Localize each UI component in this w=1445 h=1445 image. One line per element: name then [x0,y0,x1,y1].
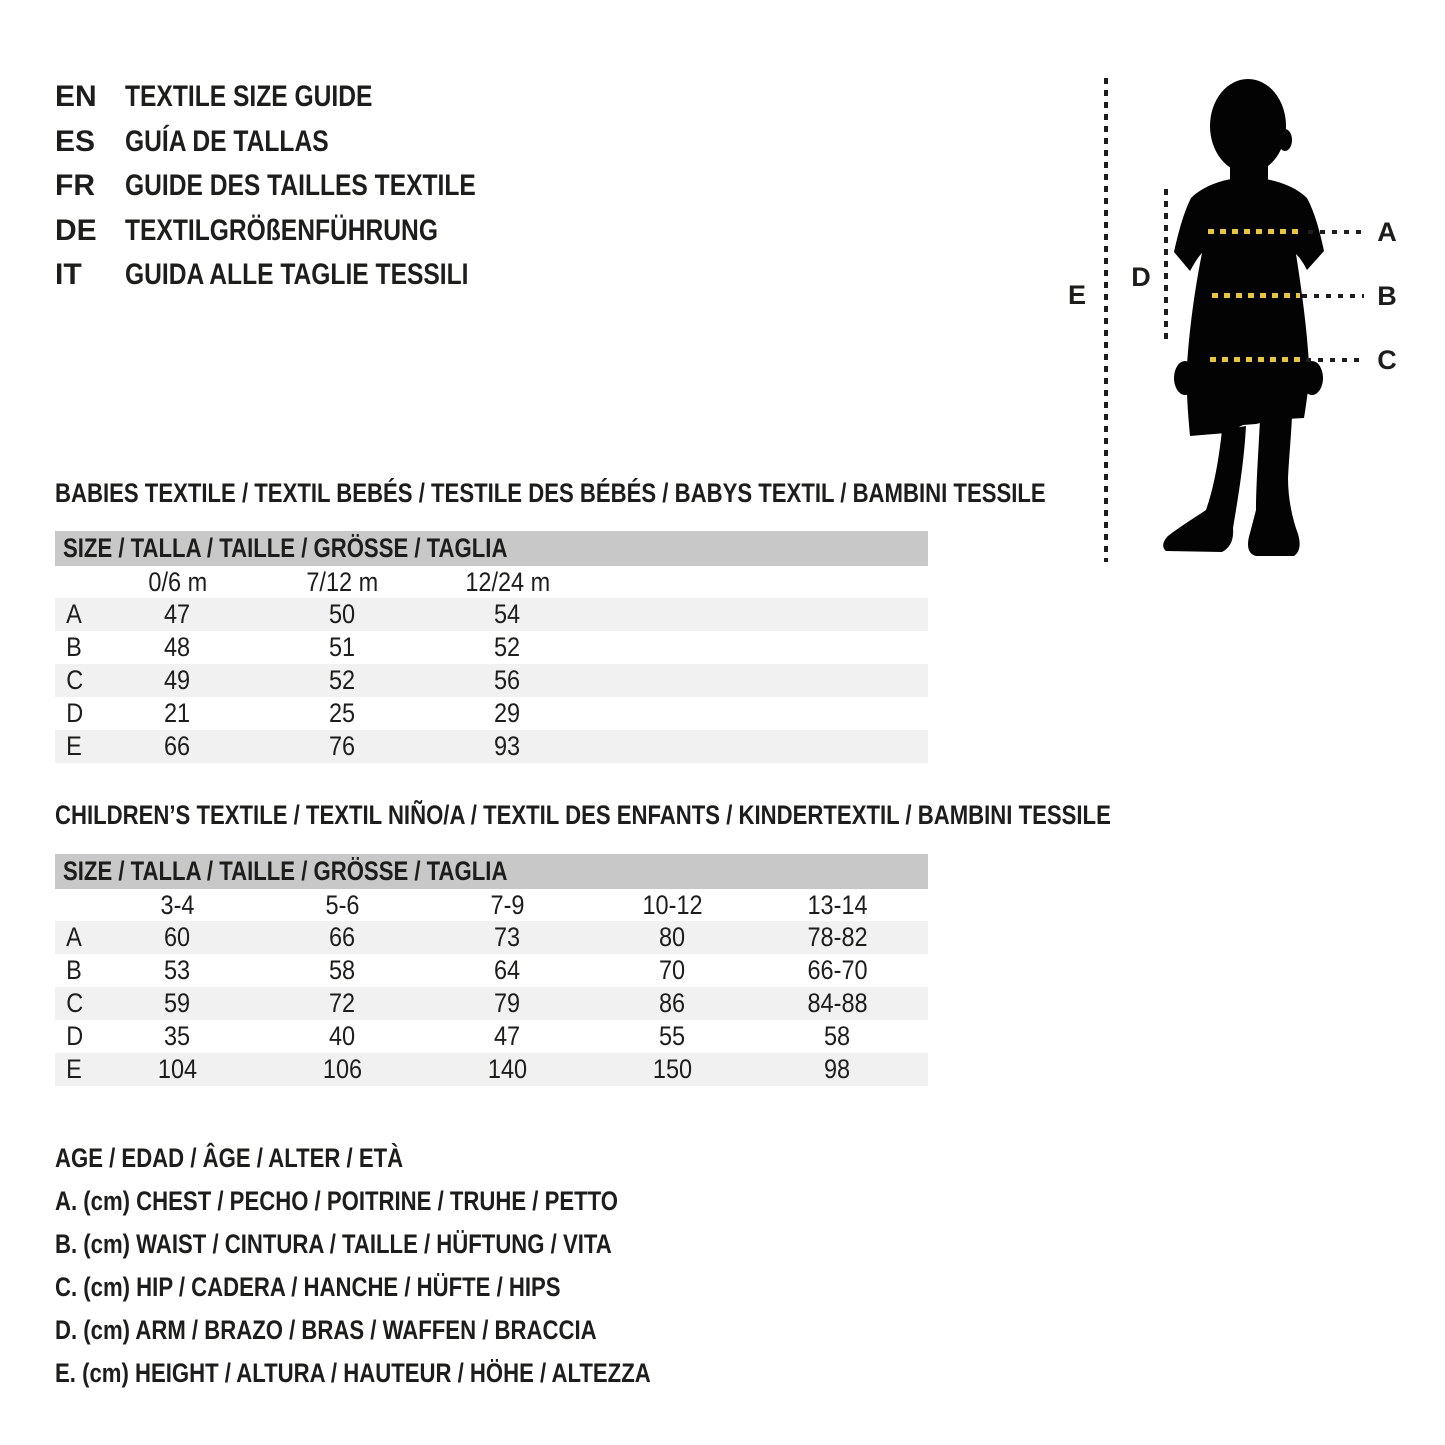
column-header [755,890,920,921]
lang-row-es [55,120,553,165]
row-label [55,599,95,630]
value-cell [755,1021,920,1052]
value-cell [590,955,755,986]
babies-title: BABIES TEXTILE / TEXTIL BEBÉS / TESTILE DES BÉBÉS / BABYS TEXTIL / BAMBINI TESSILE [55,478,1046,508]
value-cell-text: 86 [659,988,686,1018]
row-label [55,1021,95,1052]
value-cell [95,665,260,696]
table-row-A [55,598,928,631]
value-cell-text: 47 [164,599,191,629]
lang-code: ES [55,124,96,158]
chest-dot-line [1308,230,1364,234]
column-header-row [55,889,928,921]
lang-title: TEXTILE SIZE GUIDE [125,80,373,114]
value-cell [260,698,425,729]
value-cell [425,955,590,986]
value-cell [755,955,920,986]
silhouette-left-hand [1174,361,1196,395]
value-cell-text: 52 [494,632,521,662]
table-row-C [55,664,928,697]
label-A: A [1377,216,1397,247]
table-row-E [55,1053,928,1086]
lang-title: GUÍA DE TALLAS [125,124,329,158]
value-cell [425,599,590,630]
column-header [95,567,260,598]
lang-code: FR [55,169,95,203]
value-cell-text: 35 [164,1021,191,1051]
value-cell [755,988,920,1019]
value-cell-text: 49 [164,665,191,695]
value-cell-text: 55 [659,1021,686,1051]
language-header [55,75,553,298]
label-C: C [1377,344,1397,375]
value-cell [95,632,260,663]
value-cell [95,731,260,762]
column-header [260,890,425,921]
value-cell [590,1021,755,1052]
value-cell-text: 60 [164,922,191,952]
value-cell [95,922,260,953]
value-cell-text: 64 [494,955,521,985]
legend-chest-line: A. (cm) CHEST / PECHO / POITRINE / TRUHE / PETTO [55,1186,618,1216]
column-header [590,890,755,921]
legend-hip-line: C. (cm) HIP / CADERA / HANCHE / HÜFTE / HIPS [55,1272,561,1302]
value-cell-text: 70 [659,955,686,985]
table-row-E [55,730,928,763]
value-cell-text: 72 [329,988,356,1018]
row-label-text: D [66,698,84,728]
silhouette-face [1278,129,1292,151]
table-row-B [55,954,928,987]
table-row-C [55,987,928,1020]
value-cell-text: 58 [329,955,356,985]
value-cell [260,665,425,696]
children-size-header-bar: SIZE / TALLA / TAILLE / GRÖSSE / TAGLIA [55,854,928,889]
column-header-text: 12/24 m [465,566,550,597]
column-header-text: 0/6 m [148,566,207,597]
row-label [55,955,95,986]
row-label-text: C [66,665,84,695]
lang-title: GUIDE DES TAILLES TEXTILE [125,169,476,203]
row-label [55,665,95,696]
value-cell [95,599,260,630]
column-header-text: 10-12 [642,889,703,920]
column-header [425,567,590,598]
value-cell-text: 48 [164,632,191,662]
silhouette-right-hand [1301,361,1323,395]
value-cell-text: 52 [329,665,356,695]
value-cell [590,922,755,953]
row-label [55,922,95,953]
row-label-text: D [66,1021,84,1051]
value-cell-text: 76 [329,731,356,761]
value-cell-text: 21 [164,698,191,728]
lang-row-en [55,75,553,120]
value-cell-text: 84-88 [807,988,868,1018]
row-label-text: B [66,955,82,985]
value-cell-text: 66-70 [807,955,868,985]
value-cell [425,632,590,663]
row-label [55,1054,95,1085]
value-cell-text: 53 [164,955,191,985]
table-row-D [55,697,928,730]
value-cell [95,1054,260,1085]
label-E: E [1067,279,1086,310]
value-cell [260,988,425,1019]
row-label [55,698,95,729]
legend-arm-line: D. (cm) ARM / BRAZO / BRAS / WAFFEN / BRACCIA [55,1315,597,1345]
value-cell [590,988,755,1019]
column-header-text: 3-4 [160,889,195,920]
row-label-text: A [66,922,82,952]
row-label-text: B [66,632,82,662]
value-cell [260,632,425,663]
column-header [425,890,590,921]
value-cell [260,1054,425,1085]
row-label-text: E [66,731,82,761]
waist-dash-on-body [1212,293,1300,298]
lang-row-de [55,209,553,254]
label-D: D [1131,261,1151,292]
value-cell [590,1054,755,1085]
value-cell-text: 25 [329,698,356,728]
value-cell-text: 54 [494,599,521,629]
hip-dot-line [1306,358,1364,362]
column-header-row [55,566,928,598]
value-cell [425,988,590,1019]
value-cell [260,1021,425,1052]
value-cell-text: 98 [824,1054,851,1084]
value-cell [260,922,425,953]
lang-title: GUIDA ALLE TAGLIE TESSILI [125,258,469,292]
silhouette-torso [1174,177,1324,436]
lang-row-it [55,253,553,298]
value-cell [755,922,920,953]
value-cell-text: 29 [494,698,521,728]
lang-code: IT [55,258,82,292]
value-cell [425,1021,590,1052]
legend-waist-line: B. (cm) WAIST / CINTURA / TAILLE / HÜFTUNG / VITA [55,1229,612,1259]
babies-table [55,566,928,763]
babies-size-header-bar: SIZE / TALLA / TAILLE / GRÖSSE / TAGLIA [55,531,928,566]
children-table [55,889,928,1086]
value-cell-text: 51 [329,632,356,662]
lang-title: TEXTILGRÖßENFÜHRUNG [125,213,438,247]
table-row-D [55,1020,928,1053]
hip-dash-on-body [1210,357,1304,362]
row-label-text: C [66,988,84,1018]
column-header [95,890,260,921]
value-cell [425,922,590,953]
waist-dot-line [1302,294,1364,298]
value-cell-text: 93 [494,731,521,761]
legend-age-line: AGE / EDAD / ÂGE / ALTER / ETÀ [55,1143,404,1173]
value-cell [260,731,425,762]
value-cell [95,988,260,1019]
value-cell-text: 79 [494,988,521,1018]
row-label-text: A [66,599,82,629]
label-B: B [1377,280,1397,311]
value-cell [425,1054,590,1085]
value-cell-text: 58 [824,1021,851,1051]
row-label [55,632,95,663]
value-cell [95,955,260,986]
value-cell-text: 56 [494,665,521,695]
value-cell-text: 150 [652,1054,693,1084]
value-cell-text: 66 [329,922,356,952]
value-cell-text: 40 [329,1021,356,1051]
table-row-A [55,921,928,954]
value-cell [95,698,260,729]
column-header-text: 7/12 m [306,566,379,597]
table-row-B [55,631,928,664]
value-cell [260,599,425,630]
lang-code: DE [55,213,97,247]
value-cell [95,1021,260,1052]
value-cell-text: 78-82 [807,922,868,952]
value-cell [755,1054,920,1085]
lang-row-fr [55,164,553,209]
value-cell-text: 140 [487,1054,528,1084]
value-cell-text: 50 [329,599,356,629]
value-cell-text: 66 [164,731,191,761]
corner-cell [55,567,95,598]
children-title: CHILDREN’S TEXTILE / TEXTIL NIÑO/A / TEXTIL DES ENFANTS / KINDERTEXTIL / BAMBINI TESSILE [55,800,1111,830]
row-label-text: E [66,1054,82,1084]
corner-cell [55,890,95,921]
value-cell-text: 59 [164,988,191,1018]
measurement-legend [55,1137,781,1395]
chest-dash-on-body [1208,229,1304,234]
value-cell [425,698,590,729]
value-cell-text: 80 [659,922,686,952]
column-header-text: 7-9 [490,889,525,920]
value-cell-text: 47 [494,1021,521,1051]
value-cell [260,955,425,986]
column-header [260,567,425,598]
value-cell [425,731,590,762]
row-label [55,731,95,762]
row-label [55,988,95,1019]
value-cell-text: 104 [157,1054,198,1084]
value-cell [425,665,590,696]
value-cell-text: 106 [322,1054,363,1084]
lang-code: EN [55,80,97,114]
legend-height-line: E. (cm) HEIGHT / ALTURA / HAUTEUR / HÖHE / ALTEZZA [55,1358,651,1388]
value-cell-text: 73 [494,922,521,952]
column-header-text: 5-6 [325,889,360,920]
column-header-text: 13-14 [807,889,868,920]
